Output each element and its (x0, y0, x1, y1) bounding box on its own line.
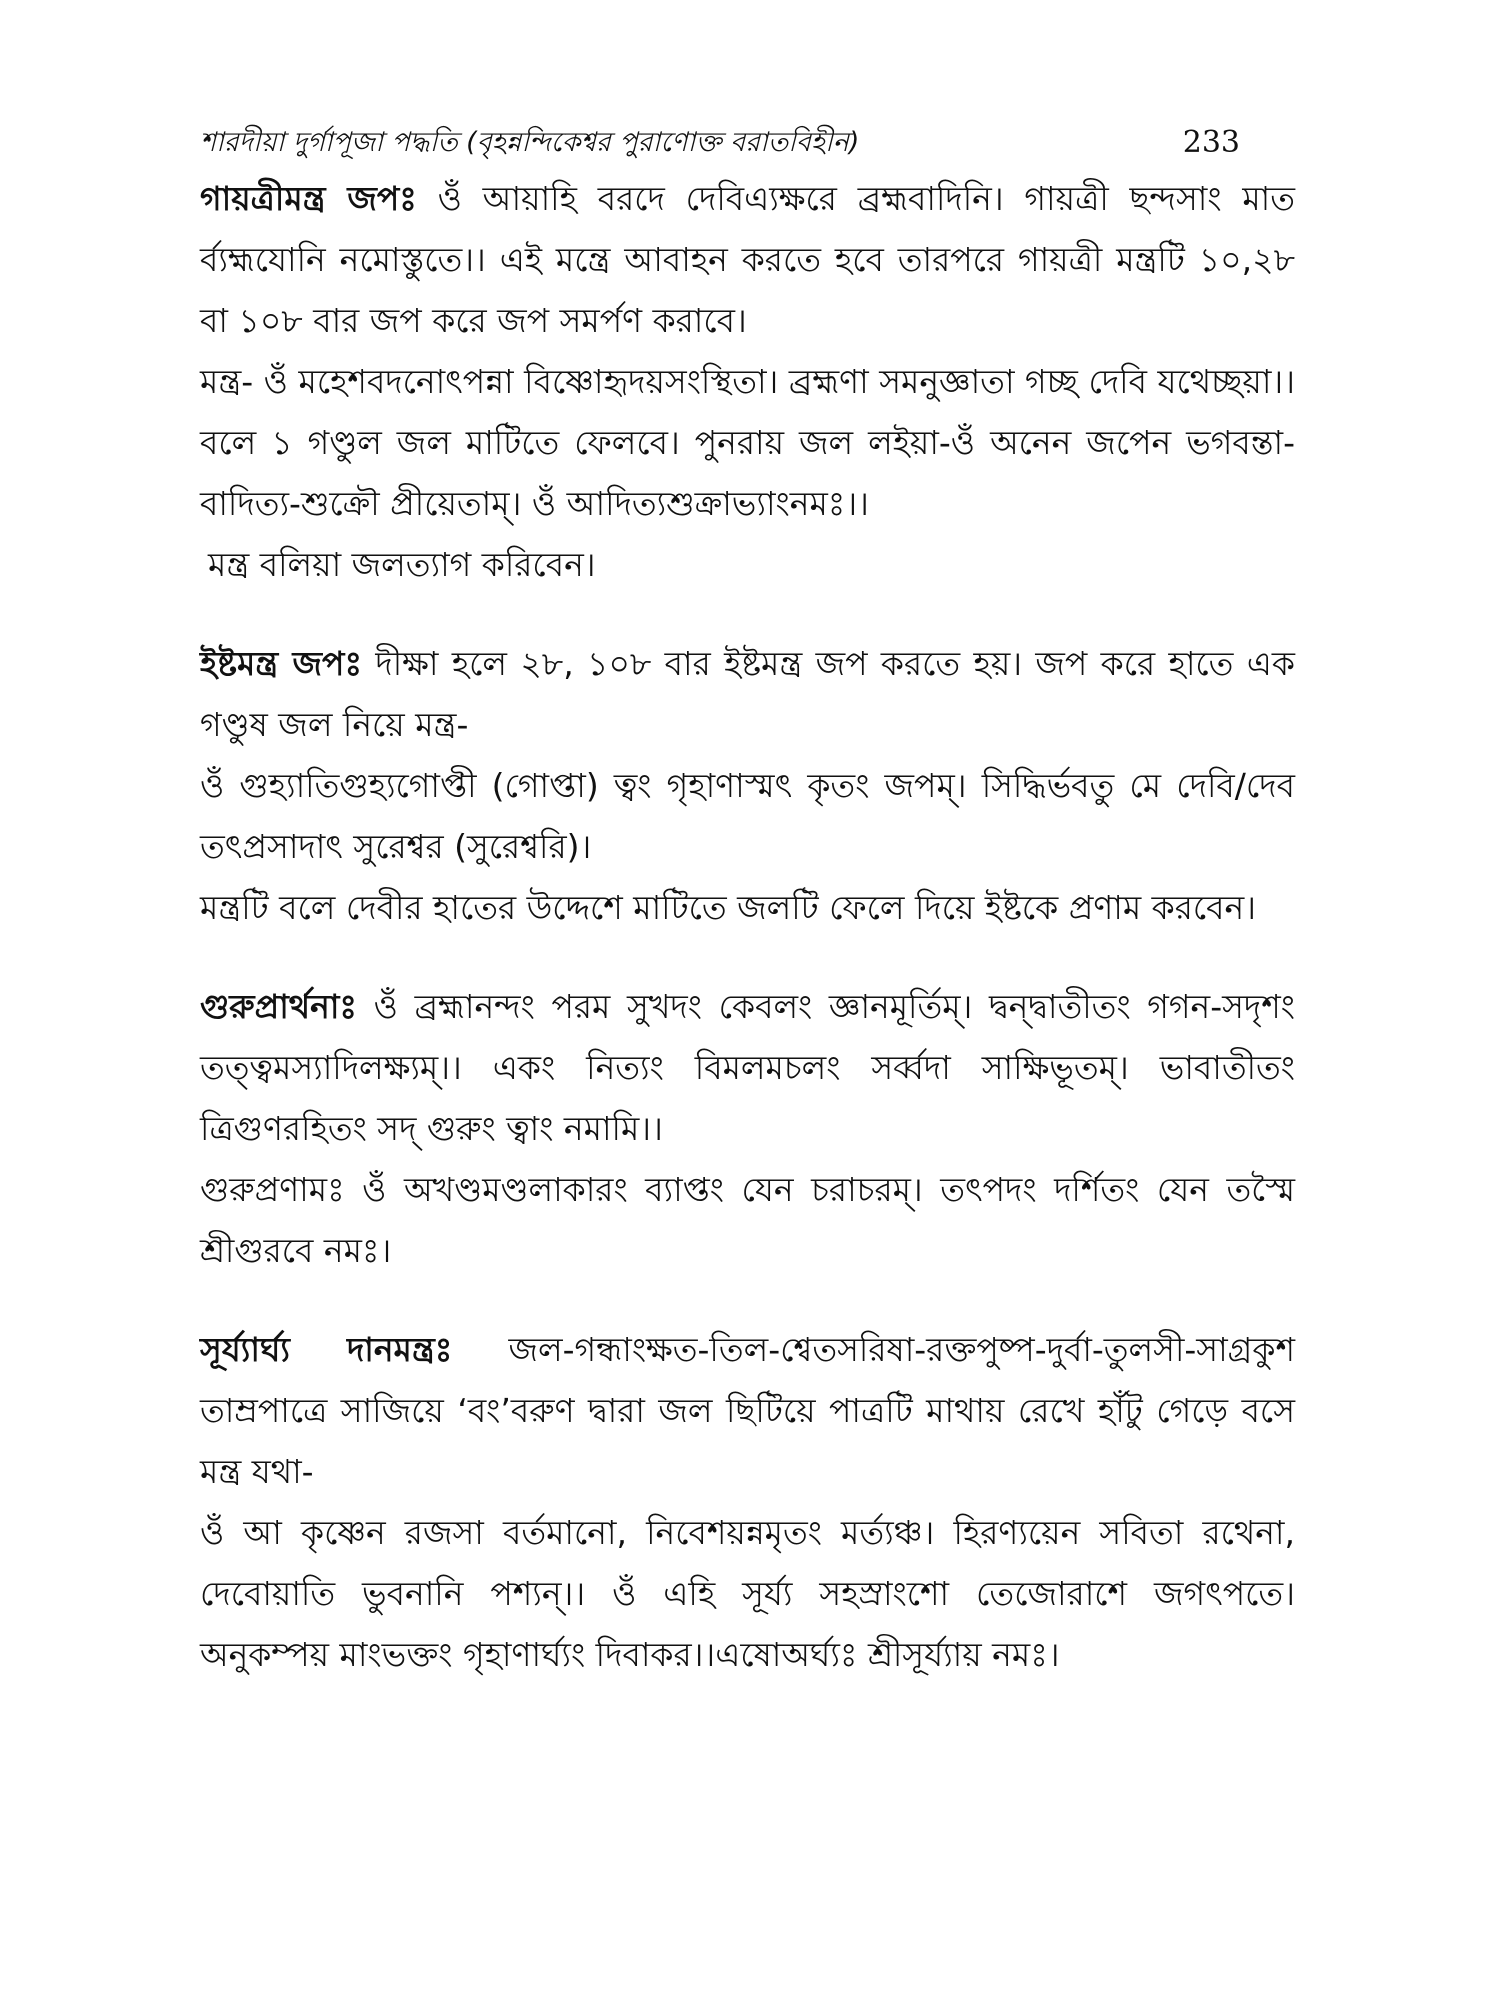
running-header (200, 118, 1295, 168)
page-number: 233 (1182, 125, 1240, 160)
ishta-text-3: মন্ত্রটি বলে দেবীর হাতের উদ্দেশে মাটিতে জলটি ফেলে দিয়ে ইষ্টকে প্রণাম করবেন। (200, 888, 1257, 927)
guru-text-1: ওঁ ব্রহ্মানন্দং পরম সুখদং কেবলং জ্ঞানমূর্তিম্। দ্বন্দ্বাতীতং গগন-সদৃশং তত্ত্বমস্যাদিলক্ষ্যম্।। একং নিত্যং বিমলমচলং সর্ব্বদা সাক্ষিভূতম্। ভাবাতীতং ত্রিগুণরহিতং সদ্ গুরুং ত্বাং নমামি।। (200, 987, 1295, 1148)
surya-heading: সূর্য্যার্ঘ্য দানমন্ত্রঃ (200, 1330, 453, 1369)
surya-text-1: জল-গন্ধাংক্ষত-তিল-শ্বেতসরিষা-রক্তপুষ্প-দুর্বা-তুলসী-সাগ্রকুশ তাম্রপাত্রে সাজিয়ে ‘বং’বরুণ দ্বারা জল ছিটিয়ে পাত্রটি মাথায় রেখে হাঁটু গেড়ে বসে মন্ত্র যথা- (200, 1330, 1295, 1491)
ishta-heading: ইষ্টমন্ত্র জপঃ (200, 644, 363, 683)
book-page (200, 118, 1295, 1948)
section-ishta (200, 633, 1295, 938)
guru-heading: গুরুপ্রার্থনাঃ (200, 987, 358, 1026)
surya-paragraph-2 (200, 1502, 1295, 1685)
guru-paragraph-1 (200, 976, 1295, 1159)
section-gayatri (200, 168, 1295, 595)
gayatri-text-1: ওঁ আয়াহি বরদে দেবিএ্যক্ষরে ব্রহ্মবাদিনি। গায়ত্রী ছন্দসাং মাত র্ব্যহ্মযোনি নমোস্তুতে।। এই মন্ত্রে আবাহন করতে হবে তারপরে গায়ত্রী মন্ত্রটি ১০,২৮ বা ১০৮ বার জপ করে জপ সমর্পণ করাবে। (200, 179, 1295, 340)
ishta-paragraph-1 (200, 633, 1295, 755)
gayatri-paragraph-2 (200, 351, 1295, 534)
section-guru (200, 976, 1295, 1281)
section-surya (200, 1319, 1295, 1685)
gayatri-heading: গায়ত্রীমন্ত্র জপঃ (200, 179, 417, 218)
ishta-text-1: দীক্ষা হলে ২৮, ১০৮ বার ইষ্টমন্ত্র জপ করতে হয়। জপ করে হাতে এক গণ্ডুষ জল নিয়ে মন্ত্র- (200, 644, 1295, 744)
gayatri-paragraph-3 (208, 534, 1295, 595)
ishta-text-2: ওঁ গুহ্যাতিগুহ্যগোপ্তী (গোপ্তা) ত্বং গৃহাণাস্মৎ কৃতং জপম্। সিদ্ধির্ভবতু মে দেবি/দেব তৎপ্রসাদাৎ সুরেশ্বর (সুরেশ্বরি)। (200, 766, 1295, 866)
ishta-paragraph-3 (200, 877, 1295, 938)
section-gap (200, 938, 1295, 976)
surya-text-2: ওঁ আ কৃষ্ণেন রজসা বর্তমানো, নিবেশয়ন্নমৃতং মর্ত্যঞ্চ। হিরণ্যয়েন সবিতা রথেনা, দেবোয়াতি ভুবনানি পশ্যন্।। ওঁ এহি সূর্য্য সহস্রাংশো তেজোরাশে জগৎপতে। অনুকম্পয় মাংভক্তং গৃহাণার্ঘ্যং দিবাকর।।এষোঅর্ঘ্যঃ শ্রীসূর্য্যায় নমঃ। (200, 1513, 1295, 1674)
section-gap (200, 595, 1295, 633)
guru-paragraph-2 (200, 1159, 1295, 1281)
gayatri-text-2: মন্ত্র- ওঁ মহেশবদনোৎপন্না বিষ্ণোহৃদয়সংস্থিতা। ব্রহ্মণা সমনুজ্ঞাতা গচ্ছ দেবি যথেচ্ছয়া।। বলে ১ গণ্ডুল জল মাটিতে ফেলবে। পুনরায় জল লইয়া-ওঁ অনেন জপেন ভগবন্তা-বাদিত্য-শুক্রৌ প্রীয়েতাম্। ওঁ আদিত্যশুক্রাভ্যাংনমঃ।। (200, 362, 1295, 523)
gayatri-paragraph-1 (200, 168, 1295, 351)
ishta-paragraph-2 (200, 755, 1295, 877)
surya-paragraph-1 (200, 1319, 1295, 1502)
section-gap (200, 1281, 1295, 1319)
guru-text-2: গুরুপ্রণামঃ ওঁ অখণ্ডমণ্ডলাকারং ব্যাপ্তং যেন চরাচরম্। তৎপদং দর্শিতং যেন তস্মৈ শ্রীগুরবে নমঃ। (200, 1170, 1295, 1270)
gayatri-text-3: মন্ত্র বলিয়া জলত্যাগ করিবেন। (208, 545, 596, 584)
book-title: শারদীয়া দুর্গাপূজা পদ্ধতি (বৃহন্নন্দিকেশ্বর পুরাণোক্ত বরাতবিহীন) (200, 127, 860, 158)
